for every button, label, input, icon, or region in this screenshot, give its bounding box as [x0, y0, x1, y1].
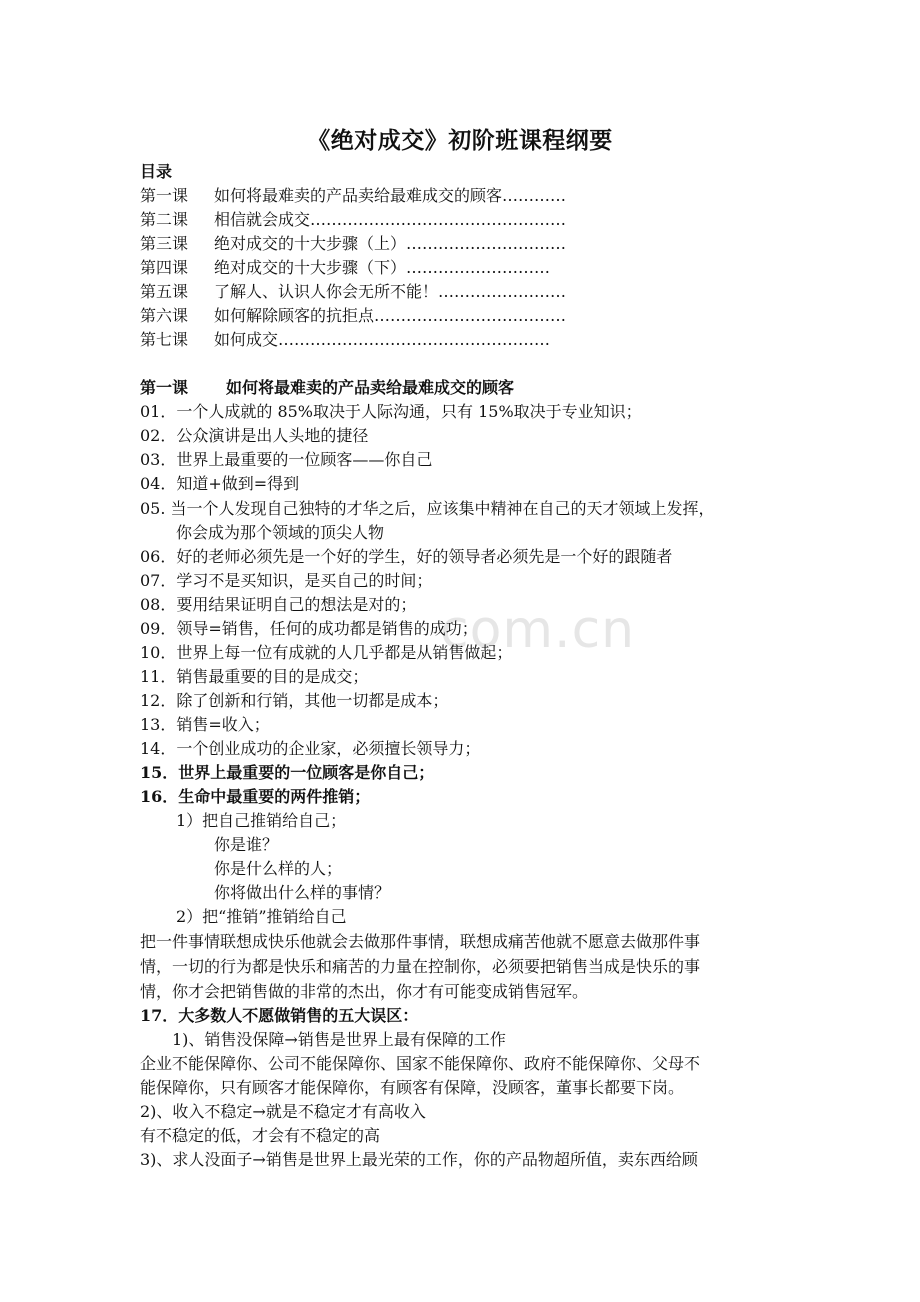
- content-line: 06．好的老师必须先是一个好的学生，好的领导者必须先是一个好的跟随者: [140, 547, 673, 566]
- toc-item-num: 第六课: [140, 306, 189, 325]
- toc-item-1: [140, 184, 566, 208]
- toc-item-num: 第五课: [140, 282, 189, 301]
- toc-item-text: 绝对成交的十大步骤（上）…………………………: [214, 234, 567, 253]
- content-line: 07．学习不是买知识，是买自己的时间；: [140, 571, 433, 590]
- content-line: 10．世界上每一位有成就的人几乎都是从销售做起；: [140, 643, 513, 662]
- toc-heading: 目录: [140, 162, 173, 181]
- content-line: 17．大多数人不愿做销售的五大误区：: [140, 1006, 419, 1025]
- content-line: 能保障你，只有顾客才能保障你，有顾客有保障，没顾客，董事长都要下岗。: [140, 1078, 685, 1097]
- toc-item-4: [140, 256, 550, 280]
- document-title: 《绝对成交》初阶班课程纲要: [307, 127, 613, 154]
- lesson1-title: 如何将最难卖的产品卖给最难成交的顾客: [226, 378, 515, 397]
- watermark: com.cn: [440, 600, 636, 660]
- content-line: 你是谁？: [214, 835, 279, 854]
- content-line: 把一件事情联想成快乐他就会去做那件事情，联想成痛苦他就不愿意去做那件事: [140, 932, 701, 951]
- content-line: 05. 当一个人发现自己独特的才华之后，应该集中精神在自己的天才领域上发挥，: [140, 499, 715, 518]
- content-line: 04．知道+做到=得到: [140, 474, 300, 493]
- toc-item-6: [140, 304, 566, 328]
- content-line: 你将做出什么样的事情？: [214, 883, 391, 902]
- toc-item-5: [140, 280, 566, 304]
- content-line: 08．要用结果证明自己的想法是对的；: [140, 595, 417, 614]
- content-line: 情，你才会把销售做的非常的杰出，你才有可能变成销售冠军。: [140, 982, 589, 1001]
- content-line: 企业不能保障你、公司不能保障你、国家不能保障你、政府不能保障你、父母不: [140, 1054, 701, 1073]
- toc-item-num: 第七课: [140, 330, 189, 349]
- content-line: 你会成为那个领域的顶尖人物: [176, 523, 385, 542]
- lesson1-heading: [140, 376, 514, 400]
- toc-item-num: 第一课: [140, 186, 189, 205]
- content-line: 有不稳定的低，才会有不稳定的高: [140, 1126, 381, 1145]
- content-line: 15．世界上最重要的一位顾客是你自己；: [140, 763, 435, 782]
- toc-item-text: 如何解除顾客的抗拒点………………………………: [214, 306, 567, 325]
- content-line: 1)、销售没保障→销售是世界上最有保障的工作: [172, 1030, 506, 1049]
- content-line: 12．除了创新和行销，其他一切都是成本；: [140, 691, 449, 710]
- toc-item-text: 相信就会成交…………………………………………: [214, 210, 567, 229]
- lesson1-num: 第一课: [140, 378, 189, 397]
- toc-item-text: 如何成交……………………………………………: [214, 330, 551, 349]
- content-line: 14．一个创业成功的企业家，必须擅长领导力；: [140, 739, 481, 758]
- toc-item-num: 第二课: [140, 210, 189, 229]
- content-line: 11．销售最重要的目的是成交；: [140, 667, 369, 686]
- content-line: 16．生命中最重要的两件推销；: [140, 787, 371, 806]
- toc-item-text: 了解人、认识人你会无所不能！……………………: [214, 282, 567, 301]
- content-line: 2）把“推销”推销给自己: [176, 907, 347, 926]
- toc-item-num: 第三课: [140, 234, 189, 253]
- toc-item-text: 如何将最难卖的产品卖给最难成交的顾客…………: [214, 186, 567, 205]
- toc-item-2: [140, 208, 566, 232]
- content-line: 2)、收入不稳定→就是不稳定才有高收入: [140, 1102, 426, 1121]
- content-line: 09．领导=销售，任何的成功都是销售的成功；: [140, 619, 478, 638]
- toc-item-3: [140, 232, 566, 256]
- content-line: 3)、求人没面子→销售是世界上最光荣的工作，你的产品物超所值，卖东西给顾: [140, 1150, 698, 1169]
- content-line: 1）把自己推销给自己；: [176, 811, 347, 830]
- content-line: 13．销售=收入；: [140, 715, 270, 734]
- content-line: 你是什么样的人；: [214, 859, 343, 878]
- content-line: 03．世界上最重要的一位顾客——你自己: [140, 450, 433, 469]
- content-line: 情，一切的行为都是快乐和痛苦的力量在控制你，必须要把销售当成是快乐的事: [140, 957, 701, 976]
- toc-item-num: 第四课: [140, 258, 189, 277]
- content-line: 02．公众演讲是出人头地的捷径: [140, 426, 369, 445]
- content-line: 01．一个人成就的 85%取决于人际沟通，只有 15%取决于专业知识；: [140, 402, 642, 421]
- toc-item-text: 绝对成交的十大步骤（下）………………………: [214, 258, 551, 277]
- toc-item-7: [140, 328, 550, 352]
